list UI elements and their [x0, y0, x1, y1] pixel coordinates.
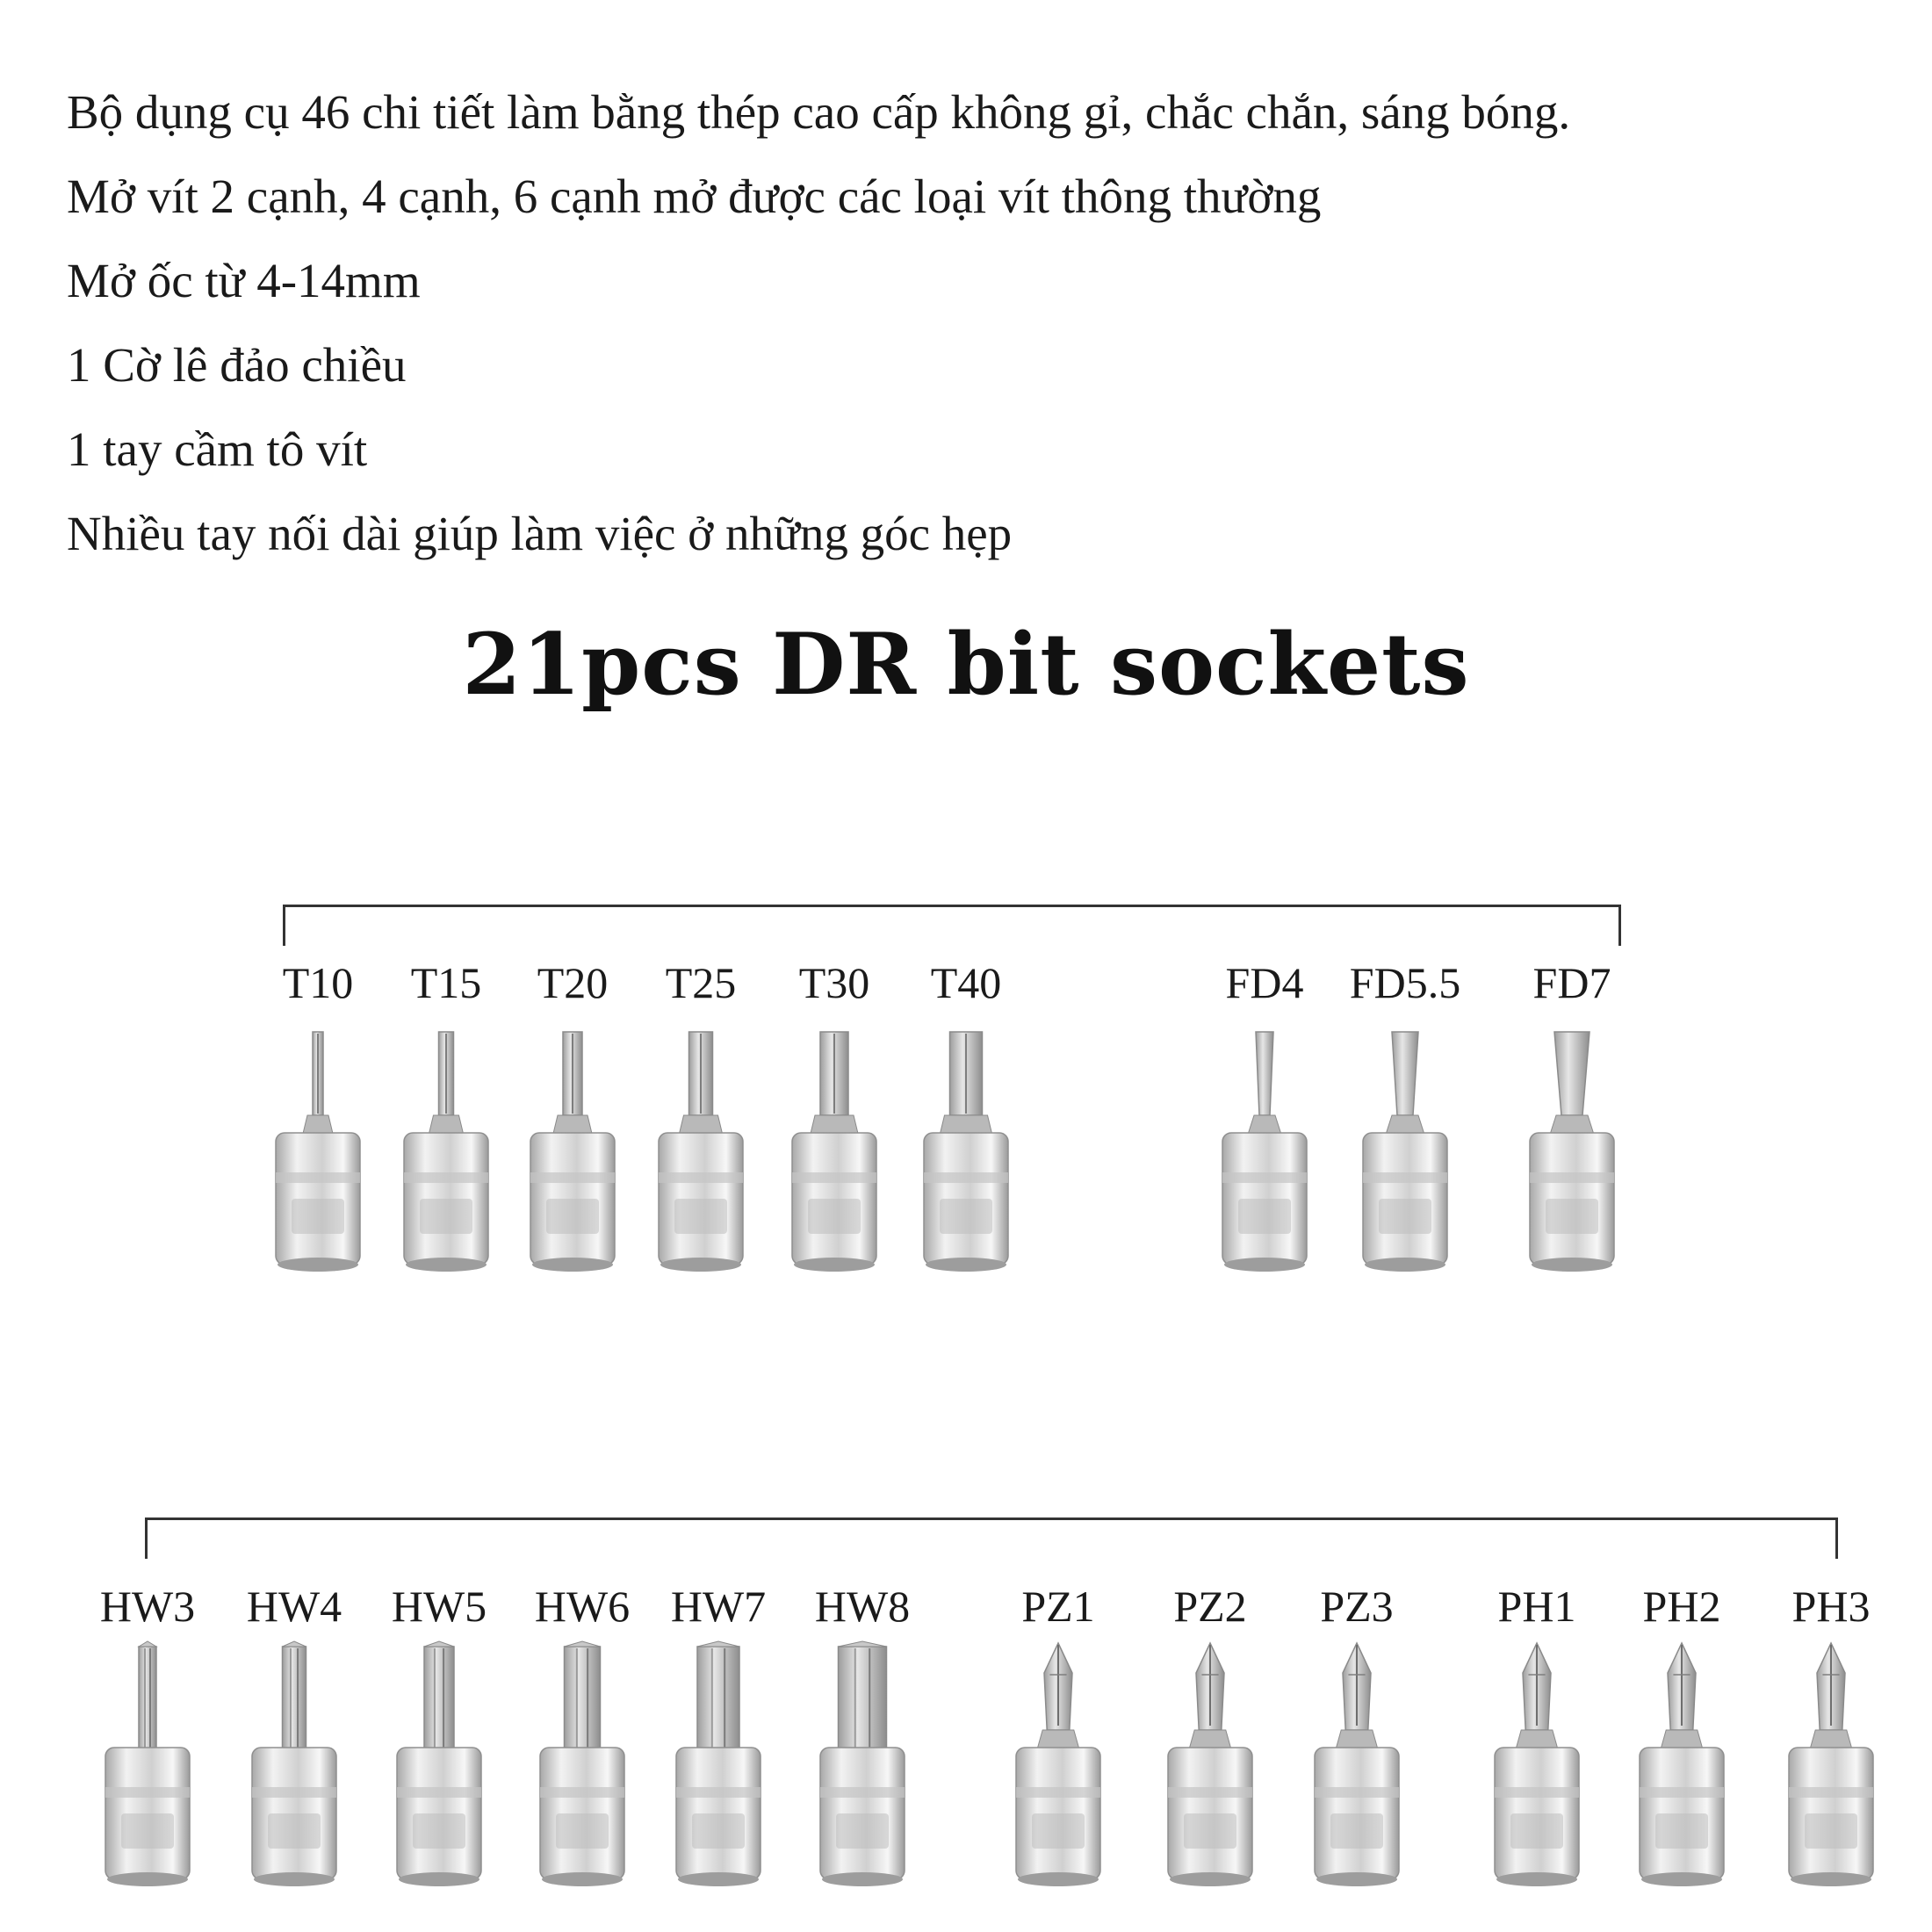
bit-label-fd4: FD4 — [1225, 958, 1304, 1007]
bit-label-fd7: FD7 — [1532, 958, 1611, 1007]
bit-label-hw3: HW3 — [99, 1582, 196, 1631]
bit-label-hw6: HW6 — [534, 1582, 631, 1631]
description-line: Nhiều tay nối dài giúp làm việc ở những góc hẹp — [67, 507, 1013, 560]
bit-label-t30: T30 — [798, 958, 870, 1007]
bit-socket-hex — [674, 1638, 762, 1892]
bit-socket-hex — [818, 1638, 906, 1892]
description-line: 1 Cờ lê đảo chiều — [67, 338, 407, 392]
bit-socket-hex — [104, 1638, 191, 1892]
bit-label-pz2: PZ2 — [1173, 1582, 1247, 1631]
bit-socket-hex — [250, 1638, 338, 1892]
bit-socket-flat — [1221, 1023, 1308, 1278]
bit-socket-hex — [538, 1638, 626, 1892]
bit-socket-pozi — [1166, 1638, 1254, 1892]
bit-label-hw8: HW8 — [814, 1582, 911, 1631]
bit-label-fd5-5: FD5.5 — [1349, 958, 1461, 1007]
bit-socket-hex — [395, 1638, 483, 1892]
bit-label-pz1: PZ1 — [1021, 1582, 1095, 1631]
bit-socket-pozi — [1014, 1638, 1102, 1892]
description-line: Mở vít 2 cạnh, 4 cạnh, 6 cạnh mở được các loại vít thông thường — [67, 169, 1322, 223]
description-line: 1 tay cầm tô vít — [67, 422, 368, 476]
bit-socket-flat — [1361, 1023, 1449, 1278]
bit-socket-torx — [790, 1023, 878, 1278]
bit-socket-flat — [1528, 1023, 1616, 1278]
bit-label-pz3: PZ3 — [1320, 1582, 1394, 1631]
bit-label-hw7: HW7 — [670, 1582, 767, 1631]
bit-socket-torx — [274, 1023, 362, 1278]
bit-label-hw5: HW5 — [391, 1582, 487, 1631]
row2-bracket — [145, 1517, 1838, 1559]
bit-socket-torx — [402, 1023, 490, 1278]
bit-socket-pozi — [1313, 1638, 1401, 1892]
bit-label-ph2: PH2 — [1642, 1582, 1721, 1631]
description-line: Mở ốc từ 4-14mm — [67, 254, 421, 307]
bit-label-t10: T10 — [282, 958, 354, 1007]
bit-socket-torx — [529, 1023, 616, 1278]
bit-socket-phillips — [1638, 1638, 1726, 1892]
product-title: 21pcs DR bit sockets — [462, 615, 1470, 714]
description-line: Bộ dụng cụ 46 chi tiết làm bằng thép cao cấp không gỉ, chắc chắn, sáng bóng. — [67, 85, 1571, 139]
bit-socket-phillips — [1493, 1638, 1581, 1892]
bit-socket-phillips — [1787, 1638, 1875, 1892]
bit-label-ph3: PH3 — [1791, 1582, 1871, 1631]
bit-label-t25: T25 — [665, 958, 737, 1007]
row1-bracket — [283, 905, 1621, 946]
bit-label-t15: T15 — [410, 958, 482, 1007]
bit-label-hw4: HW4 — [246, 1582, 342, 1631]
bit-socket-torx — [922, 1023, 1010, 1278]
product-description — [67, 70, 1911, 576]
bit-label-t20: T20 — [537, 958, 609, 1007]
bit-label-t40: T40 — [930, 958, 1002, 1007]
bit-label-ph1: PH1 — [1497, 1582, 1576, 1631]
bit-socket-torx — [657, 1023, 745, 1278]
